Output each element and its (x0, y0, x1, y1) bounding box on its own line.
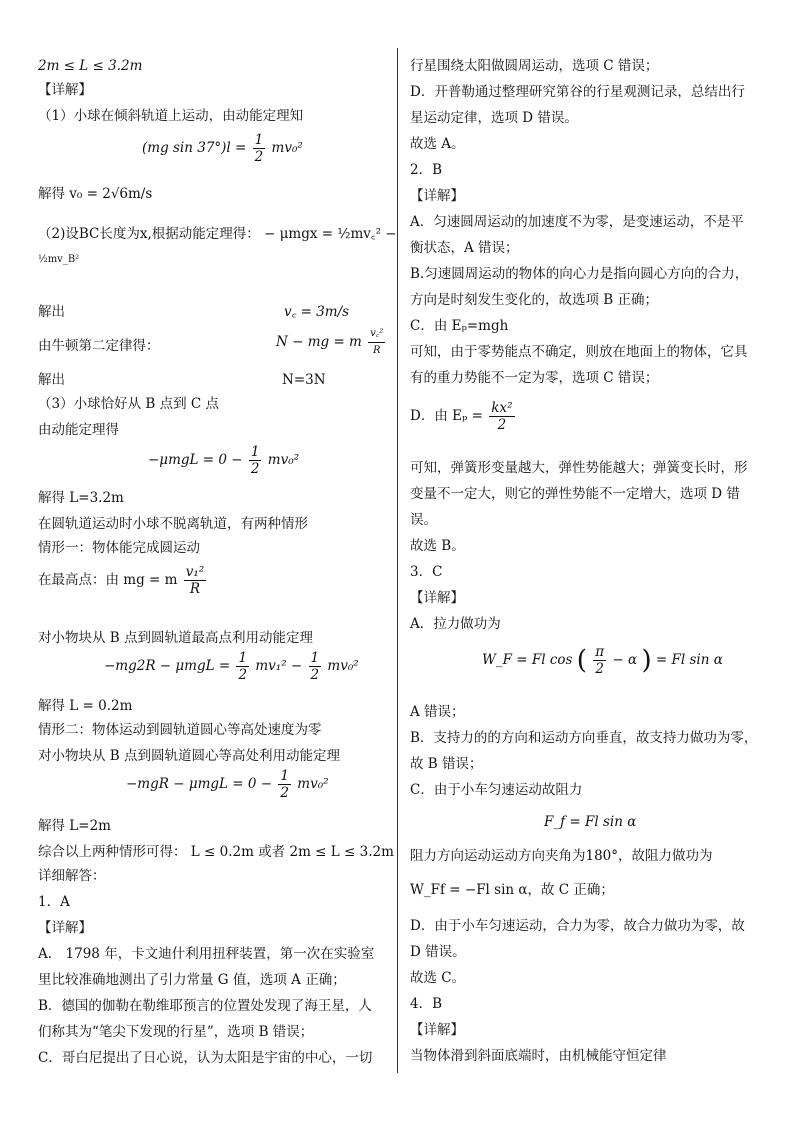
fraction-num: π (595, 644, 605, 660)
text-line: B．德国的伽勒在勒维耶预言的位置处发现了海王星，人 (38, 998, 372, 1014)
text-line: 衡状态，A 错误； (410, 240, 519, 256)
text-line: 由动能定理得 (38, 422, 119, 438)
text-line: 情形二：物体运动到圆轨道圆心等高处速度为零 (38, 722, 322, 738)
answer-number: 3．C (410, 564, 443, 580)
text-line: 方向是时刻发生变化的，故选项 B 正确； (410, 292, 659, 308)
range-result: 2m ≤ L ≤ 3.2m (38, 58, 143, 74)
text-line: 解得 L = 0.2m (38, 698, 133, 714)
text-line: A．拉力做功为 (410, 616, 501, 632)
text-line: （1）小球在倾斜轨道上运动，由动能定理知 (38, 108, 304, 124)
equation-5 (482, 644, 723, 677)
text-line: D 错误。 (410, 944, 466, 960)
paren-open: ( (576, 645, 587, 676)
eq-part: D．由 Eₚ = (410, 408, 483, 424)
text-line: 误。 (410, 512, 437, 528)
text-line: 阻力方向运动运动方向夹角为180°，故阻力做功为 (410, 848, 713, 864)
text-line: 对小物块从 B 点到圆轨道最高点利用动能定理 (38, 630, 314, 646)
fraction-num: 1 (254, 132, 264, 148)
equation-6: F_f = Fl sin α (544, 814, 637, 830)
text-line: 行星围绕太阳做圆周运动，选项 C 错误； (410, 58, 659, 74)
equation-4 (126, 768, 329, 801)
fraction-den: R (189, 581, 201, 597)
fraction (309, 650, 322, 683)
eq-part: mv₀² (297, 776, 329, 792)
equation-1 (142, 132, 303, 165)
fraction-den: 2 (595, 661, 604, 677)
heading-detail: 【详解】 (38, 920, 92, 936)
fraction (253, 132, 266, 165)
text-line: 们称其为“笔尖下发现的行星”，选项 B 错误； (38, 1024, 314, 1040)
text-line: B．支持力的的方向和运动方向垂直，故支持力做功为零， (410, 730, 758, 746)
fraction-num: 1 (280, 768, 289, 784)
heading-detail: 【详解】 (410, 1022, 464, 1038)
eq-part: mv₁² − (255, 658, 303, 674)
text-line: A．匀速圆周运动的加速度不为零，是变速运动，不是平 (410, 214, 744, 230)
eq-part: mv₀² (271, 140, 303, 156)
equation-2 (148, 444, 299, 477)
fraction-num: 1 (238, 650, 248, 666)
fraction-den: 2 (254, 149, 264, 165)
equation-3 (104, 650, 359, 683)
text-line: C．由 Eₚ=mgh (410, 318, 509, 334)
fraction-den: R (372, 345, 381, 356)
fraction (236, 650, 249, 683)
text-line: C．哥白尼提出了日心说，认为太阳是宇宙的中心，一切 (38, 1050, 373, 1066)
eq-part: − α (612, 652, 638, 668)
text-line: 在圆轨道运动时小球不脱离轨道，有两种情形 (38, 516, 308, 532)
text-line: 故选 B。 (410, 538, 465, 554)
fraction-den: 2 (310, 667, 320, 683)
text-line: 故选 C。 (410, 970, 466, 986)
fraction (278, 768, 291, 801)
text-line: 解得 v₀ = 2√6m/s (38, 186, 153, 202)
eq-part: mv₀² (327, 658, 359, 674)
equation-top-point (38, 564, 208, 597)
heading-detail: 【详解】 (38, 82, 92, 98)
eq-part: −μmgL = 0 − (148, 452, 243, 468)
text-line: 可知，弹簧形变量越大，弹性势能越大；弹簧变长时，形 (410, 460, 748, 476)
fraction (184, 564, 206, 597)
text-line: 由牛顿第二定律得： (38, 338, 160, 354)
fraction-num: 1 (250, 444, 260, 460)
text-line: A 错误； (410, 704, 465, 720)
text-line: 故 B 错误； (410, 756, 483, 772)
text-line: 可知，由于零势能点不确定，则放在地面上的物体，它具 (410, 344, 748, 360)
fraction (249, 444, 262, 477)
text-line: （3）小球恰好从 B 点到 C 点 (38, 396, 220, 412)
equation-elastic (410, 400, 517, 433)
heading-detail: 【详解】 (410, 188, 464, 204)
eq-part: −mg2R − μmgL = (104, 658, 231, 674)
fraction-num: v꜀² (368, 326, 385, 343)
text-line: 故选 A。 (410, 136, 465, 152)
fraction-den: 2 (497, 417, 507, 433)
equation-newton (276, 326, 387, 359)
paren-close: ) (641, 645, 652, 676)
eq-part: W_F = Fl cos (482, 652, 573, 668)
text-line: 解出 (38, 372, 65, 388)
fraction-den: 2 (280, 785, 289, 801)
text-line: B.匀速圆周运动的物体的向心力是指向圆心方向的合力， (410, 266, 749, 282)
text-line: 当物体滑到斜面底端时，由机械能守恒定律 (410, 1048, 667, 1064)
fraction-num: v₁² (185, 564, 205, 580)
fraction (368, 326, 385, 359)
text-line: D．由于小车匀速运动，合力为零，故合力做功为零，故 (410, 918, 745, 934)
text-line: v꜀ = 3m/s (284, 304, 350, 320)
answer-number: 2．B (410, 162, 443, 178)
fraction-den: 2 (238, 667, 248, 683)
text-line: 星运动定律，选项 D 错误。 (410, 110, 578, 126)
text-line: 情形一：物体能完成圆运动 (38, 540, 200, 556)
text-line: 详细解答： (38, 868, 106, 884)
text-line: 有的重力势能不一定为零，选项 C 错误； (410, 370, 659, 386)
column-divider (397, 48, 398, 1073)
text-line: 对小物块从 B 点到圆轨道圆心等高处利用动能定理 (38, 748, 341, 764)
eq-part: (mg sin 37°)l = (142, 140, 247, 156)
text-line: 里比较准确地测出了引力常量 G 值，选项 A 正确； (38, 972, 346, 988)
text-line: 变量不一定大，则它的弹性势能不一定增大，选项 D 错 (410, 486, 740, 502)
text-line: 综合以上两种情形可得： L ≤ 0.2m 或者 2m ≤ L ≤ 3.2m (38, 844, 394, 860)
text-line: ½mv_B² (38, 254, 80, 265)
eq-part: 在最高点：由 mg = m (38, 572, 178, 588)
answer-number: 1．A (38, 894, 70, 910)
eq-part: = Fl sin α (655, 652, 723, 668)
fraction-num: kx² (491, 400, 513, 416)
fraction-num: 1 (310, 650, 320, 666)
text-line: A． 1798 年，卡文迪什利用扭秤装置，第一次在实验室 (38, 946, 375, 962)
answer-number: 4．B (410, 996, 443, 1012)
text-line: N=3N (282, 372, 326, 388)
eq-part: −mgR − μmgL = 0 − (126, 776, 273, 792)
text-line: （2)设BC长度为x,根据动能定理得： − μmgx = ½mv꜀² − (38, 226, 397, 242)
heading-detail: 【详解】 (410, 590, 464, 606)
eq-part: mv₀² (267, 452, 300, 468)
fraction-den: 2 (250, 461, 260, 477)
text-line: D．开普勒通过整理研究第谷的行星观测记录，总结出行 (410, 84, 745, 100)
fraction (593, 644, 606, 677)
fraction (489, 400, 514, 433)
text-line: 解出 (38, 304, 65, 320)
eq-part: N − mg = m (276, 334, 362, 350)
text-line: W_Ff = −Fl sin α，故 C 正确； (410, 882, 614, 898)
text-line: 解得 L=2m (38, 818, 111, 834)
text-line: C．由于小车匀速运动故阻力 (410, 782, 583, 798)
text-line: 解得 L=3.2m (38, 490, 124, 506)
